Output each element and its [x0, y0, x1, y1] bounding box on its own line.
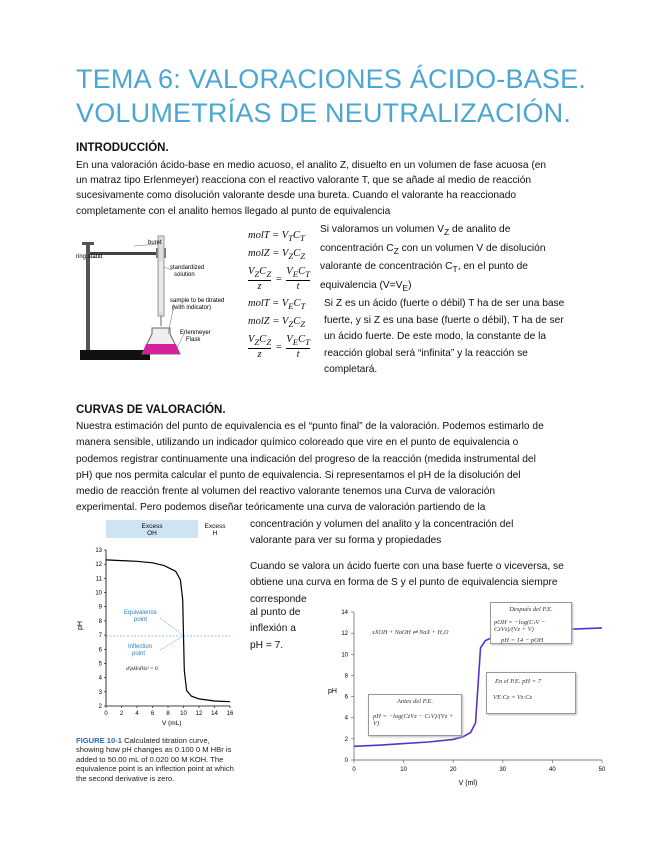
excess-oh-label: Excess [141, 523, 163, 530]
curvas-line: Cuando se valora un ácido fuerte con una base fuerte o viceversa, se [250, 561, 564, 572]
titration-apparatus-illustration [76, 222, 236, 364]
curvas-line: pH) que nos permita calcular el punto de equivalencia. Si representamos el pH de la disolución del [76, 469, 521, 481]
curvas-line: inflexión a [250, 623, 296, 635]
label-sample: sample to be titrated [170, 298, 225, 304]
fig1-xtick-label: 4 [135, 711, 139, 717]
intro-line: sucesivamente como disolución valorante desde una bureta. Cuando el valorante ha reaccionado [76, 190, 517, 202]
fig1-ytick-label: 2 [98, 704, 102, 710]
fig1-titration-curve [106, 560, 230, 702]
inflection-point-label: Inflection [128, 644, 153, 650]
equation: molZ = $V_ZC_Z$ [248, 316, 306, 330]
fig1-ytick-label: 10 [95, 590, 102, 597]
curvas-paragraph-right [250, 517, 650, 550]
acid-base-paragraph [324, 296, 584, 379]
para-line: un ácido fuerte. De este modo, la constante de la [324, 331, 547, 342]
chart-ytick-label: 0 [344, 758, 348, 764]
equiv-pointer [160, 618, 184, 636]
page-title [76, 62, 636, 130]
title-line-1: TEMA 6: VALORACIONES ÁCIDO-BASE. [76, 64, 587, 94]
curvas-line: obtiene una curva en forma de S y el punto de equivalencia siempre [250, 577, 558, 589]
fig1-ytick-label: 8 [98, 618, 102, 625]
chart-xtick-label: 10 [400, 767, 407, 773]
excess-h-label: Excess [204, 523, 226, 530]
intro-heading: INTRODUCCIÓN. [76, 142, 169, 154]
equivalence-box: En el P.E. pH = 7 VE·Cz = Vz·Cz [486, 672, 576, 714]
equations-block-1 [248, 228, 318, 293]
chart-ylabel: pH [328, 688, 337, 695]
reaction-annotation: xXOH + NaOH ⇌ NaX + H₂O [372, 629, 449, 636]
label-buret: buret [148, 240, 162, 246]
equation-fraction: $V_ZC_Z$ z = $V_EC_T$ t [248, 334, 310, 361]
label-standardized: standardized [170, 265, 205, 271]
curvas-line: podemos registrar continuamente una indicación del progreso de la reacción (medida instrumental del [76, 453, 536, 465]
curvas-line: pH = 7. [250, 639, 284, 651]
equation-fraction: $V_ZC_Z$ z = $V_EC_T$ t [248, 266, 310, 293]
para-line: Si valoramos un volumen $V_Z$ de analito de [320, 224, 511, 238]
fig1-xtick-label: 0 [104, 711, 108, 717]
curvas-paragraph [76, 419, 651, 517]
figure-caption: FIGURE 10-1 Calculated titration curve, showing how pH changes as 0.100 0 M HBr is added to 50.00 mL of 0.020 00 M KOH. The equivalence point is an inflection point at which the second derivative is zero. [76, 736, 234, 783]
chart-ytick-label: 2 [344, 736, 348, 743]
label-flask: Flask [186, 337, 201, 343]
curvas-line: medio de reacción frente al volumen del reactivo valorante tenemos una Curva de valoración [76, 486, 496, 498]
fig1-ytick-label: 3 [98, 689, 102, 696]
curvas-line: valorante para ver su forma y propiedades [250, 535, 442, 547]
title-line-2: VOLUMETRÍAS DE NEUTRALIZACIÓN. [76, 98, 572, 128]
h-label: H [212, 530, 218, 537]
label-solution: solution [174, 272, 195, 278]
curvas-line: experimental. Pero podemos diseñar teóricamente una curva de valoración partiendo de la [76, 502, 486, 514]
chart-xtick-label: 30 [499, 767, 507, 773]
fig1-xtick-label: 10 [180, 711, 187, 717]
label-erlenmeyer: Erlenmeyer [180, 330, 211, 336]
intro-paragraph [76, 158, 646, 219]
inflection-point-label-2: point [132, 651, 146, 657]
fig1-ytick-label: 12 [95, 562, 102, 569]
chart-ytick-label: 12 [341, 631, 348, 638]
chart-ytick-label: 4 [344, 715, 348, 722]
derivative-label: d²pH/dVa² = 0 [126, 666, 158, 672]
fig1-ytick-label: 5 [98, 661, 102, 668]
chart-xlabel: V (ml) [458, 780, 478, 787]
para-line: valorante de concentración $C_T$, en el punto de [320, 261, 528, 275]
intro-line: completamente con el analito hemos llegado al punto de equivalencia [76, 205, 391, 217]
label-ring-stand: ring stand [76, 254, 103, 260]
intro-line: un matraz tipo Erlenmeyer) reacciona con el reactivo valorante T, que se añade al medio de reacción [76, 175, 532, 187]
equation: molT = $V_TC_T$ [248, 230, 305, 244]
intro-line: En una valoración ácido-base en medio acuoso, el analito Z, disuelto en un volumen de fase acuosa (en [76, 160, 547, 171]
chart-xtick-label: 20 [449, 767, 457, 773]
curvas-line: al punto de [250, 607, 301, 618]
curvas-line: corresponde [250, 593, 307, 605]
curvas-heading: CURVAS DE VALORACIÓN. [76, 404, 226, 416]
equivalence-point-label: Equivalence [124, 610, 157, 616]
para-line: reacción global será “infinita” y la reacción se [324, 347, 528, 359]
fig1-xlabel: V (mL) [162, 720, 182, 727]
fig1-ytick-label: 9 [98, 604, 102, 611]
fig1-xtick-label: 14 [211, 711, 218, 717]
figure-10-1 [76, 520, 246, 730]
fig1-ytick-label: 7 [98, 633, 102, 640]
equation: molZ = $V_ZC_Z$ [248, 248, 306, 262]
fig1-ylabel: pH [77, 621, 84, 630]
label-sample-indicator: (with indicator) [172, 305, 212, 311]
chart-ytick-label: 14 [341, 610, 348, 616]
equations-block-2 [248, 296, 318, 361]
fig1-ytick-label: 4 [98, 675, 102, 682]
curvas-line: manera sensible, utilizando un indicador químico coloreado que vire en el punto de equivalencia o [76, 437, 519, 449]
oh-label: OH [147, 530, 157, 537]
equivalence-paragraph [320, 222, 580, 296]
chart-ytick-label: 10 [341, 652, 348, 659]
chart-ytick-label: 6 [344, 694, 348, 701]
chart-xtick-label: 50 [598, 767, 606, 773]
fig1-ytick-label: 11 [95, 576, 102, 583]
para-line: concentración $C_Z$ con un volumen V de disolución [320, 242, 546, 256]
para-line: fuerte, y si Z es una base (fuerte o débil), T ha de ser [324, 314, 564, 326]
fig1-xtick-label: 6 [150, 711, 155, 717]
inflection-paragraph [250, 605, 330, 654]
fig1-ytick-label: 6 [98, 647, 102, 654]
para-line: Si Z es un ácido (fuerte o débil) T ha de ser una base [324, 298, 565, 309]
chart-xtick-label: 0 [352, 767, 356, 773]
para-line: equivalencia $(V=V_E)$ [320, 279, 412, 293]
chart-xtick-label: 40 [549, 767, 556, 773]
curvas-line: concentración y volumen del analito y la concentración del [250, 519, 514, 530]
curvas-line: Nuestra estimación del punto de equivalencia es el “punto final” de la valoración. Podemos estimarlo de [76, 421, 544, 432]
before-equivalence-box: Antes del P.E. pH = −log(CzVz − CₜV)/(Vz + V) [368, 694, 462, 736]
fig1-xtick-label: 8 [166, 711, 170, 717]
fig1-xtick-label: 12 [195, 711, 203, 717]
equation: molT = $V_EC_T$ [248, 298, 306, 312]
fig1-ytick-label: 13 [95, 548, 102, 554]
chart-ytick-label: 8 [344, 673, 348, 680]
fig1-xtick-label: 2 [119, 711, 124, 717]
fig1-xtick-label: 16 [226, 711, 234, 717]
equivalence-point-label-2: point [134, 617, 148, 623]
para-line: completará. [324, 364, 378, 375]
infl-pointer [160, 636, 184, 650]
after-equivalence-box: Después del P.E. pOH = −log(CₜV − CzVz)/(Vz + V) pH = 14 − pOH [490, 602, 572, 644]
